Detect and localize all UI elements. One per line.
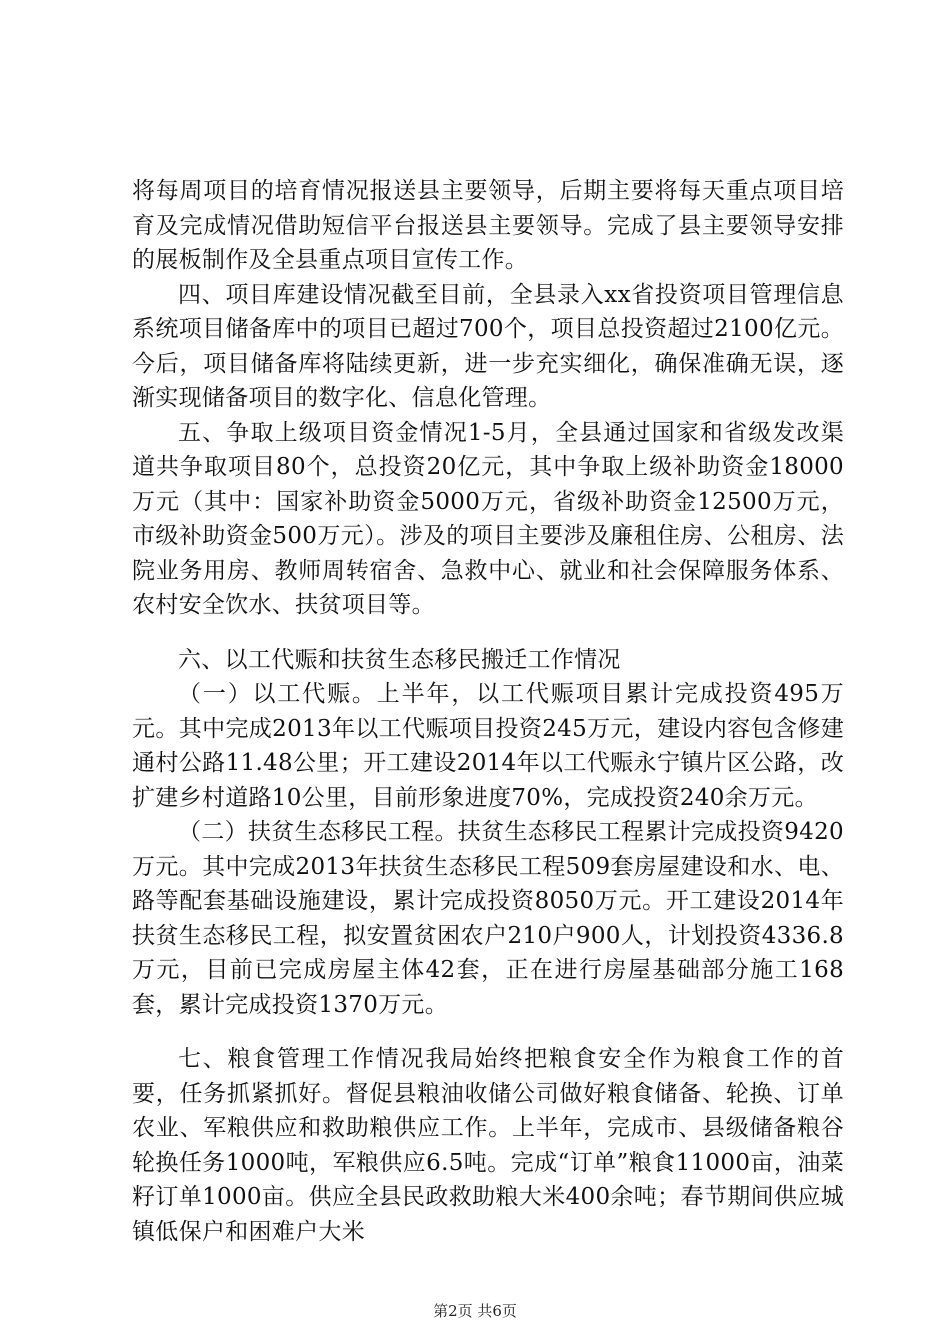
- paragraph-project-library: 四、项目库建设情况截至目前，全县录入xx省投资项目管理信息系统项目储备库中的项目已超过700个，项目总投资超过2100亿元。今后，项目储备库将陆续更新，进一步充实细化，确保准确无误，逐渐实现储备项目的数字化、信息化管理。: [132, 281, 844, 411]
- paragraph-work-relief: （一）以工代赈。上半年，以工代赈项目累计完成投资495万元。其中完成2013年以工代赈项目投资245万元，建设内容包含修建通村公路11.48公里；开工建设2014年以工代赈永宁镇片区公路，改扩建乡村道路10公里，目前形象进度70%，完成投资240余万元。: [132, 681, 844, 811]
- page-footer: 第2页 共6页: [433, 1302, 517, 1320]
- paragraph-grain-management: 七、粮食管理工作情况我局始终把粮食安全作为粮食工作的首要，任务抓紧抓好。督促县粮油收储公司做好粮食储备、轮换、订单农业、军粮供应和救助粮供应工作。上半年，完成市、县级储备粮谷轮换任务1000吨，军粮供应6.5吨。完成“订单”粮食11000亩，油菜籽订单1000亩。供应全县民政救助粮大米400余吨；春节期间供应城镇低保户和困难户大米: [132, 1046, 844, 1245]
- paragraph-superior-funds: 五、争取上级项目资金情况1-5月，全县通过国家和省级发改渠道共争取项目80个，总投资20亿元，其中争取上级补助资金18000万元（其中：国家补助资金5000万元，省级补助资金12500万元，市级补助资金500万元）。涉及的项目主要涉及廉租住房、公租房、法院业务用房、教师周转宿舍、急救中心、就业和社会保障服务体系、农村安全饮水、扶贫项目等。: [132, 419, 844, 618]
- paragraph-ecological-migration: （二）扶贫生态移民工程。扶贫生态移民工程累计完成投资9420万元。其中完成2013年扶贫生态移民工程509套房屋建设和水、电、路等配套基础设施建设，累计完成投资8050万元。开工建设2014年扶贫生态移民工程，拟安置贫困农户210户900人，计划投资4336.8万元，目前已完成房屋主体42套，正在进行房屋基础部分施工168套，累计完成投资1370万元。: [132, 819, 844, 1018]
- paragraph-project-reporting: 将每周项目的培育情况报送县主要领导，后期主要将每天重点项目培育及完成情况借助短信平台报送县主要领导。完成了县主要领导安排的展板制作及全县重点项目宣传工作。: [132, 178, 844, 273]
- document-body: [132, 174, 844, 1249]
- section-heading-work-relief: 六、以工代赈和扶贫生态移民搬迁工作情况: [178, 646, 621, 673]
